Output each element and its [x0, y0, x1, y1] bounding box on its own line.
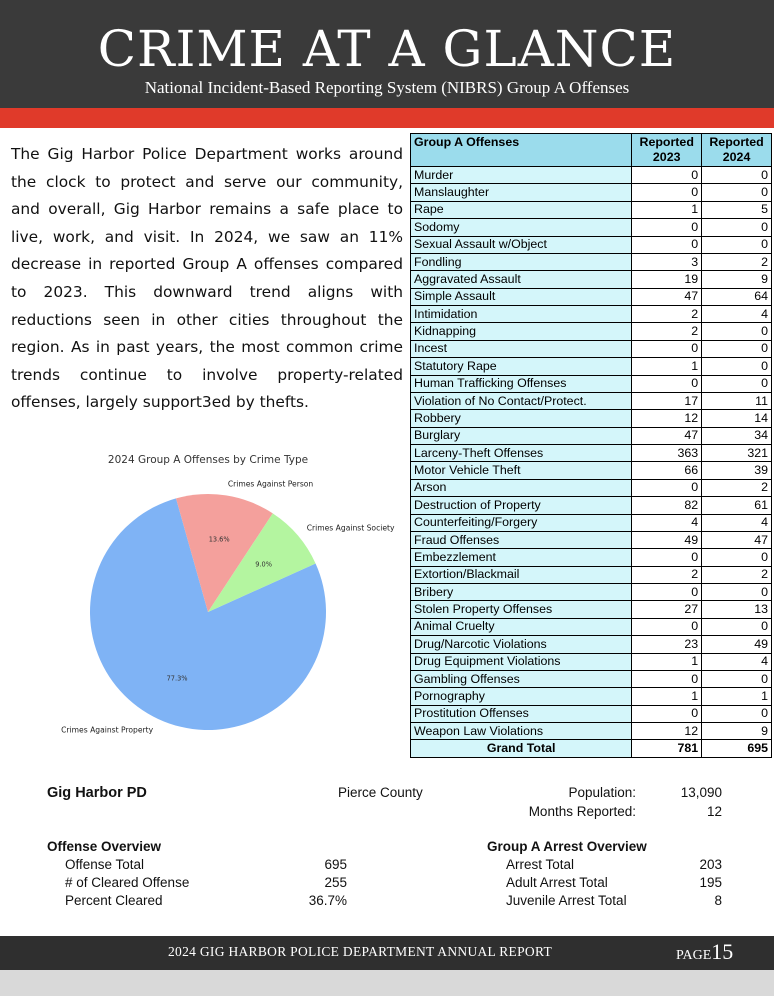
page-title: CRIME AT A GLANCE [97, 20, 677, 78]
table-row [411, 601, 772, 618]
table-row [411, 531, 772, 548]
header-banner [0, 0, 774, 112]
offense-total-value: 695 [324, 857, 347, 872]
intro-paragraph: The Gig Harbor Police Department works around the clock to protect and serve our community, and overall, Gig Harbor remains a safe place to live, work, and visit. In 2024, we saw an 11% decrease in reported Group A offenses compared to 2023. This downward trend aligns with reductions seen in other cities throughout the region. As in past years, the most common crime trends continue to involve property-related offenses, largely support3ed by thefts. [11, 145, 403, 412]
table-row [411, 410, 772, 427]
table-row [411, 392, 772, 409]
table-row [411, 497, 772, 514]
reported-2023: 82 [632, 497, 702, 514]
reported-2023: 1 [632, 688, 702, 705]
reported-2023: 17 [632, 392, 702, 409]
reported-2024: 49 [702, 636, 772, 653]
reported-2023: 0 [632, 618, 702, 635]
page-number [676, 939, 733, 965]
reported-2024: 2 [702, 479, 772, 496]
grand-total-2023: 781 [632, 740, 702, 758]
header-2023: Reported 2023 [632, 134, 702, 167]
table-row [411, 584, 772, 601]
reported-2023: 0 [632, 219, 702, 236]
header-offense: Group A Offenses [411, 134, 632, 167]
offense-name: Prostitution Offenses [411, 705, 632, 722]
offense-name: Animal Cruelty [411, 618, 632, 635]
offense-name: Embezzlement [411, 549, 632, 566]
reported-2024: 1 [702, 688, 772, 705]
table-row [411, 201, 772, 218]
reported-2024: 2 [702, 566, 772, 583]
table-row [411, 723, 772, 740]
offense-name: Rape [411, 201, 632, 218]
table-row [411, 306, 772, 323]
population-label: Population: [568, 785, 636, 800]
adult-arrest-value: 195 [699, 875, 722, 890]
table-row [411, 323, 772, 340]
juvenile-arrest-label: Juvenile Arrest Total [506, 893, 627, 908]
reported-2024: 4 [702, 514, 772, 531]
table-row [411, 549, 772, 566]
reported-2023: 1 [632, 653, 702, 670]
offense-name: Stolen Property Offenses [411, 601, 632, 618]
reported-2023: 0 [632, 584, 702, 601]
offense-name: Human Trafficking Offenses [411, 375, 632, 392]
offense-name: Counterfeiting/Forgery [411, 514, 632, 531]
reported-2024: 11 [702, 392, 772, 409]
reported-2023: 0 [632, 236, 702, 253]
offense-name: Violation of No Contact/Protect. [411, 392, 632, 409]
reported-2023: 0 [632, 375, 702, 392]
cleared-offense-label: # of Cleared Offense [65, 875, 190, 890]
pct-property: 77.3% [166, 674, 188, 683]
reported-2024: 321 [702, 445, 772, 462]
pct-person: 13.6% [208, 535, 230, 544]
reported-2023: 2 [632, 323, 702, 340]
offense-name: Statutory Rape [411, 358, 632, 375]
reported-2023: 0 [632, 705, 702, 722]
chart-title: 2024 Group A Offenses by Crime Type [107, 454, 309, 466]
reported-2024: 0 [702, 549, 772, 566]
label-crimes-against-property: Crimes Against Property [61, 725, 154, 735]
reported-2023: 0 [632, 184, 702, 201]
reported-2023: 4 [632, 514, 702, 531]
months-value: 12 [706, 804, 722, 819]
table-total-row [411, 740, 772, 758]
reported-2023: 12 [632, 723, 702, 740]
arrest-overview-heading: Group A Arrest Overview [487, 839, 647, 854]
reported-2024: 5 [702, 201, 772, 218]
offense-name: Destruction of Property [411, 497, 632, 514]
table-row [411, 358, 772, 375]
table-row [411, 653, 772, 670]
offense-name: Burglary [411, 427, 632, 444]
reported-2023: 47 [632, 427, 702, 444]
reported-2023: 2 [632, 566, 702, 583]
reported-2024: 14 [702, 410, 772, 427]
reported-2024: 0 [702, 236, 772, 253]
page-word: PAGE [676, 948, 712, 963]
grand-total-2024: 695 [702, 740, 772, 758]
reported-2023: 1 [632, 358, 702, 375]
reported-2023: 27 [632, 601, 702, 618]
table-row [411, 253, 772, 270]
reported-2023: 0 [632, 340, 702, 357]
offense-name: Arson [411, 479, 632, 496]
bottom-strip [0, 970, 774, 996]
offense-name: Simple Assault [411, 288, 632, 305]
table-row [411, 219, 772, 236]
offense-name: Drug/Narcotic Violations [411, 636, 632, 653]
offense-name: Intimidation [411, 306, 632, 323]
months-label: Months Reported: [528, 804, 636, 819]
reported-2023: 0 [632, 479, 702, 496]
reported-2024: 39 [702, 462, 772, 479]
reported-2024: 0 [702, 358, 772, 375]
table-row [411, 271, 772, 288]
offense-name: Extortion/Blackmail [411, 566, 632, 583]
table-header-row [411, 134, 772, 167]
table-row [411, 167, 772, 184]
table-row [411, 445, 772, 462]
offense-name: Weapon Law Violations [411, 723, 632, 740]
reported-2023: 12 [632, 410, 702, 427]
cleared-offense-value: 255 [324, 875, 347, 890]
offense-name: Gambling Offenses [411, 670, 632, 687]
offense-name: Larceny-Theft Offenses [411, 445, 632, 462]
page-subtitle: National Incident-Based Reporting System (NIBRS) Group A Offenses [144, 78, 630, 97]
reported-2023: 0 [632, 549, 702, 566]
offense-name: Aggravated Assault [411, 271, 632, 288]
juvenile-arrest-value: 8 [714, 893, 722, 908]
header-2024: Reported 2024 [702, 134, 772, 167]
table-row [411, 670, 772, 687]
reported-2024: 0 [702, 167, 772, 184]
offense-name: Murder [411, 167, 632, 184]
table-row [411, 340, 772, 357]
table-row [411, 236, 772, 253]
reported-2023: 363 [632, 445, 702, 462]
reported-2024: 0 [702, 584, 772, 601]
reported-2023: 0 [632, 167, 702, 184]
label-crimes-against-society: Crimes Against Society [306, 523, 395, 533]
footer-report-title: 2024 GIG HARBOR POLICE DEPARTMENT ANNUAL REPORT [168, 944, 553, 959]
agency-name: Gig Harbor PD [47, 785, 147, 801]
offense-name: Kidnapping [411, 323, 632, 340]
reported-2024: 0 [702, 219, 772, 236]
agency-summary [0, 780, 774, 930]
reported-2024: 2 [702, 253, 772, 270]
offense-total-label: Offense Total [65, 857, 145, 872]
offense-name: Bribery [411, 584, 632, 601]
pie-chart-svg [0, 448, 410, 738]
reported-2024: 0 [702, 184, 772, 201]
reported-2024: 0 [702, 670, 772, 687]
reported-2024: 61 [702, 497, 772, 514]
reported-2024: 64 [702, 288, 772, 305]
offense-name: Drug Equipment Violations [411, 653, 632, 670]
percent-cleared-label: Percent Cleared [65, 893, 163, 908]
reported-2023: 2 [632, 306, 702, 323]
reported-2023: 23 [632, 636, 702, 653]
table-row [411, 427, 772, 444]
reported-2023: 1 [632, 201, 702, 218]
table-row [411, 375, 772, 392]
table-row [411, 288, 772, 305]
adult-arrest-label: Adult Arrest Total [506, 875, 608, 890]
arrest-total-value: 203 [699, 857, 722, 872]
offense-name: Manslaughter [411, 184, 632, 201]
offense-name: Fraud Offenses [411, 531, 632, 548]
reported-2024: 4 [702, 306, 772, 323]
offense-name: Sodomy [411, 219, 632, 236]
reported-2024: 0 [702, 618, 772, 635]
offense-name: Pornography [411, 688, 632, 705]
table-row [411, 184, 772, 201]
table-row [411, 705, 772, 722]
grand-total-label: Grand Total [411, 740, 632, 758]
reported-2024: 0 [702, 323, 772, 340]
table-row [411, 566, 772, 583]
reported-2023: 47 [632, 288, 702, 305]
page-number-value: 15 [711, 939, 734, 964]
reported-2024: 9 [702, 271, 772, 288]
reported-2024: 34 [702, 427, 772, 444]
reported-2023: 19 [632, 271, 702, 288]
reported-2024: 0 [702, 705, 772, 722]
reported-2024: 0 [702, 340, 772, 357]
reported-2023: 66 [632, 462, 702, 479]
table-row [411, 462, 772, 479]
table-row [411, 688, 772, 705]
header-accent-stripe [0, 108, 774, 128]
offense-name: Fondling [411, 253, 632, 270]
population-value: 13,090 [680, 785, 722, 800]
reported-2023: 0 [632, 670, 702, 687]
table-row [411, 479, 772, 496]
pct-society: 9.0% [255, 560, 273, 569]
table-row [411, 636, 772, 653]
table-row [411, 618, 772, 635]
label-crimes-against-person: Crimes Against Person [227, 479, 314, 489]
county-name: Pierce County [338, 785, 423, 800]
reported-2024: 0 [702, 375, 772, 392]
offense-name: Sexual Assault w/Object [411, 236, 632, 253]
reported-2023: 49 [632, 531, 702, 548]
percent-cleared-value: 36.7% [308, 893, 347, 908]
arrest-total-label: Arrest Total [506, 857, 575, 872]
pie-chart [0, 448, 410, 738]
reported-2024: 13 [702, 601, 772, 618]
reported-2024: 9 [702, 723, 772, 740]
reported-2024: 47 [702, 531, 772, 548]
table-row [411, 514, 772, 531]
reported-2023: 3 [632, 253, 702, 270]
offense-name: Incest [411, 340, 632, 357]
offense-name: Robbery [411, 410, 632, 427]
offense-name: Motor Vehicle Theft [411, 462, 632, 479]
reported-2024: 4 [702, 653, 772, 670]
offense-overview-heading: Offense Overview [47, 839, 162, 854]
offense-table [410, 133, 772, 758]
footer-bar [0, 936, 774, 970]
